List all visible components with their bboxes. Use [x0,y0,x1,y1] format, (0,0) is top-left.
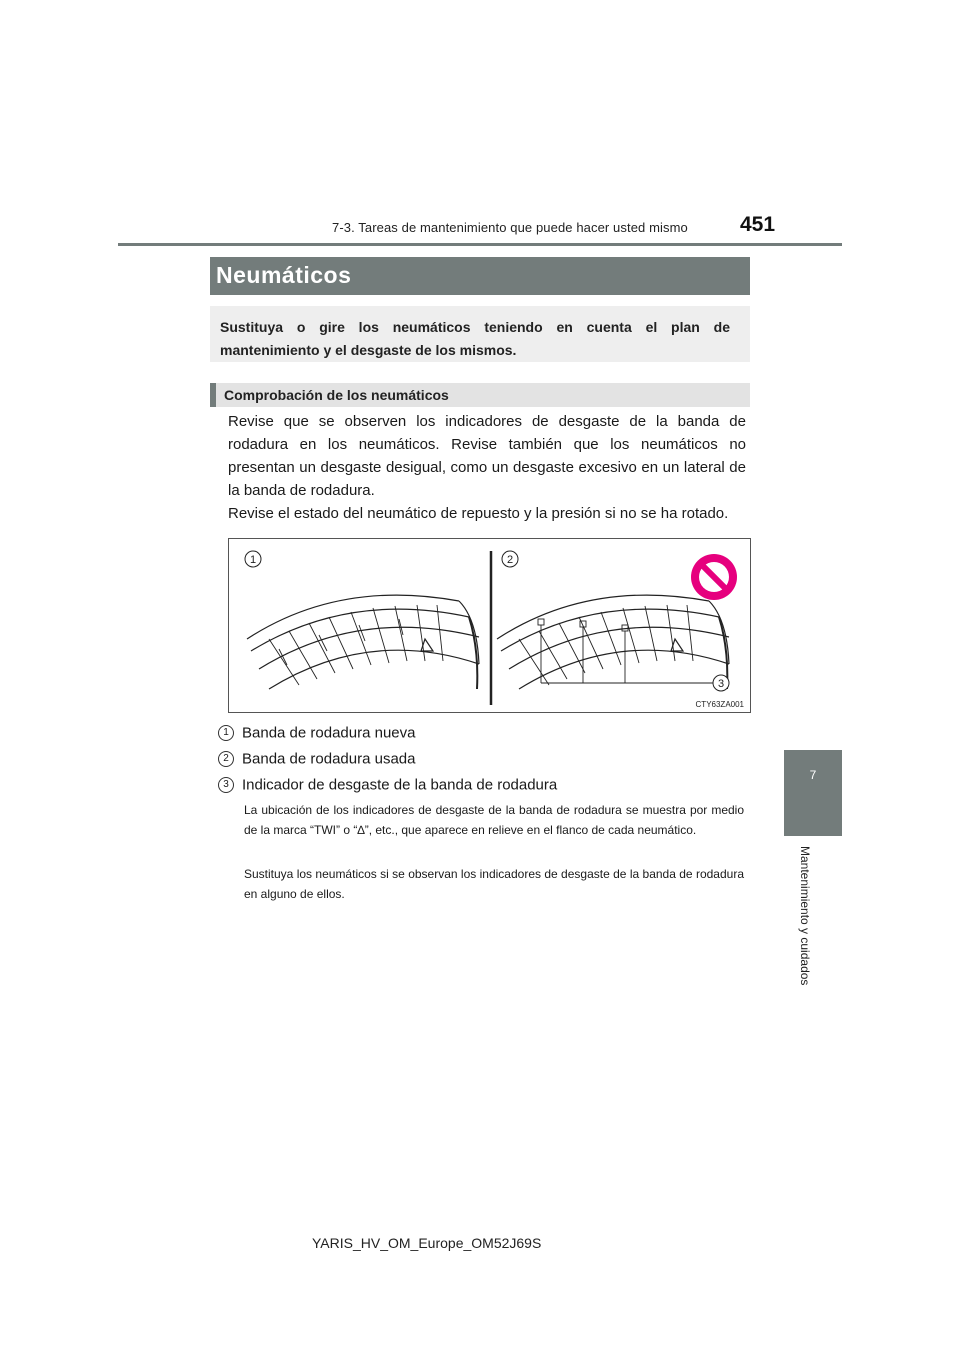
prohibition-icon [691,554,737,600]
legend-item-wear-indicator [218,776,557,794]
page-number: 451 [740,213,776,236]
note-replace-tires: Sustituya los neumáticos si se observan los indicadores de desgaste de la banda de rodadura en alguno de ellos. [244,867,744,901]
subsection-accent [210,383,216,407]
intro-text: Sustituya o gire los neumáticos teniendo en cuenta el plan de mantenimiento y el desgaste de los mismos. [220,319,730,358]
callout-2 [502,551,518,567]
legend-text: Indicador de desgaste de la banda de rodadura [242,776,558,794]
legend-text: Banda de rodadura usada [242,750,416,768]
callout-1-label: 1 [249,554,257,566]
footer-doc-id: YARIS_HV_OM_Europe_OM52J69S [312,1235,542,1251]
callout-3-label: 3 [717,678,725,690]
callout-1 [245,551,261,567]
paragraph-wear-check: Revise que se observen los indicadores de desgaste de la banda de rodadura en los neumáticos. Revise también que los neumáticos no presentan un desgaste desigual, como un desgaste excesivo en un lateral de la banda de rodadura. [228,413,746,499]
chapter-title: Mantenimiento y cuidados [798,846,812,986]
legend-item-new-tread [218,724,415,742]
page-title: Neumáticos [216,262,352,288]
legend-text: Banda de rodadura nueva [242,724,416,742]
tire-tread-figure [228,538,751,713]
legend-badge: 3 [218,777,234,793]
header-divider [118,243,842,246]
tire-tread-illustration [229,539,750,712]
paragraph-spare-tire: Revise el estado del neumático de repuesto y la presión si no se ha rotado. [228,505,729,522]
subsection-heading: Comprobación de los neumáticos [224,387,449,403]
legend-badge: 1 [218,725,234,741]
callout-3 [713,675,729,691]
chapter-number: 7 [809,768,817,782]
legend-badge: 2 [218,751,234,767]
note-indicator-location: La ubicación de los indicadores de desgaste de la banda de rodadura se muestra por medio de la marca “TWI” o “∆”, etc., que aparece en relieve en el flanco de cada neumático. [244,803,744,837]
figure-code: CTY63ZA001 [695,700,744,709]
header-section-title: 7-3. Tareas de mantenimiento que puede hacer usted mismo [332,220,688,235]
callout-2-label: 2 [506,554,514,566]
intro-box [210,306,750,362]
legend-item-worn-tread [218,750,415,768]
chapter-tab [784,750,842,836]
